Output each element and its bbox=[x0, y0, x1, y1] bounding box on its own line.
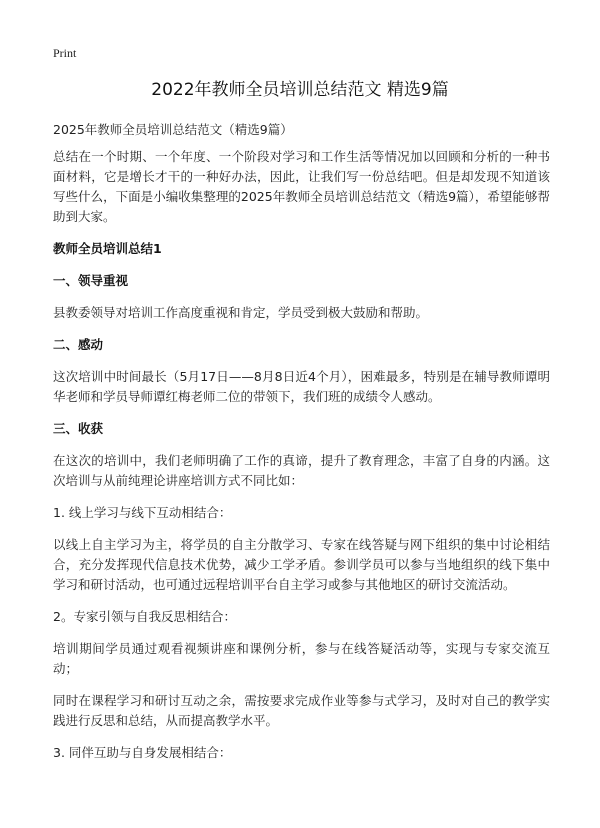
section-heading-gratitude: 二、感动 bbox=[53, 337, 104, 352]
intro-paragraph: 总结在一个时期、一个年度、一个阶段对学习和工作生活等情况加以回顾和分析的一种书面材料，它是增长才干的一种好办法，因此，让我们写一份总结吧。但是却发现不知道该写些什么，下面是小编收集整理的2025年教师全员培训总结范文（精选9篇），希望能够帮助到大家。 bbox=[53, 149, 550, 224]
leadership-paragraph: 县教委领导对培训工作高度重视和肯定，学员受到极大鼓励和帮助。 bbox=[53, 305, 429, 320]
section-heading-gains: 三、收获 bbox=[53, 421, 104, 436]
list-item-2-body-a: 培训期间学员通过观看视频讲座和课例分析，参与在线答疑活动等，实现与专家交流互动； bbox=[53, 641, 550, 676]
document-subtitle: 2025年教师全员培训总结范文（精选9篇） bbox=[53, 122, 293, 137]
list-item-3-title: 3. 同伴互助与自身发展相结合： bbox=[53, 745, 232, 760]
list-item-1-body: 以线上自主学习为主，将学员的自主分散学习、专家在线答疑与网下组织的集中讨论相结合，充分发挥现代信息技术优势，减少工学矛盾。参训学员可以参与当地组织的线下集中学习和研讨活动，也可通过远程培训平台自主学习或参与其他地区的研讨交流活动。 bbox=[53, 537, 550, 592]
section-heading-leadership: 一、领导重视 bbox=[53, 273, 129, 288]
list-item-2-body-b: 同时在课程学习和研讨互动之余，需按要求完成作业等参与式学习，及时对自己的教学实践进行反思和总结，从而提高教学水平。 bbox=[53, 693, 550, 728]
print-label[interactable]: Print bbox=[53, 46, 77, 60]
gains-paragraph: 在这次的培训中，我们老师明确了工作的真谛，提升了教育理念，丰富了自身的内涵。这次培训与从前纯理论讲座培训方式不同比如： bbox=[53, 453, 550, 488]
list-item-2-title: 2。专家引领与自我反思相结合： bbox=[53, 609, 236, 624]
document-title: 2022年教师全员培训总结范文 精选9篇 bbox=[151, 80, 449, 100]
list-item-1-title: 1. 线上学习与线下互动相结合： bbox=[53, 505, 232, 520]
document-body bbox=[53, 120, 550, 775]
section-heading-summary-1: 教师全员培训总结1 bbox=[53, 241, 162, 256]
gratitude-paragraph: 这次培训中时间最长（5月17日——8月8日近4个月），困难最多，特别是在辅导教师谭明华老师和学员导师谭红梅老师二位的带领下，我们班的成绩令人感动。 bbox=[53, 369, 550, 404]
